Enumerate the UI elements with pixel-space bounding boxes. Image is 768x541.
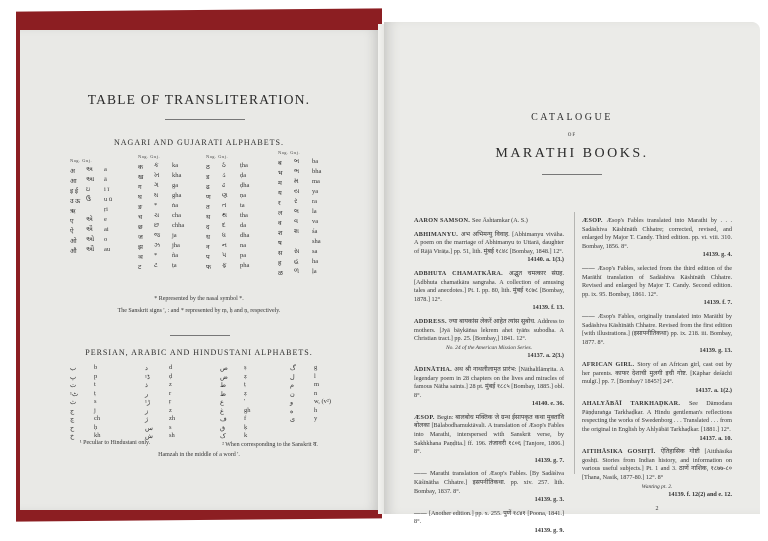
cell-guj: ડ xyxy=(222,172,226,179)
catalogue-entry xyxy=(414,470,564,504)
catalogue-column-right xyxy=(582,217,732,513)
cell-guj: એ xyxy=(86,216,93,223)
cell-lat: ka xyxy=(172,162,179,169)
cell-nag: ए xyxy=(70,218,74,225)
entry-description: ऐतिहासिक गोष्टी [Aitihāsika goshṭī. Stories from Indian history, and information on various useful subjects.] Pt. 1 and 3. ठाणें नाशिक, १८७७-८० [Thana, Nasik, 1877-80.] 12°. 8° xyxy=(582,448,732,482)
cell-arabic: چ xyxy=(70,416,75,423)
entry-shelfmark: 14139. g. 7. xyxy=(534,456,564,464)
cell-guj: ક xyxy=(154,162,159,169)
left-page xyxy=(20,30,378,510)
cell-latin: s xyxy=(94,398,97,405)
cell-nag: ग xyxy=(138,184,142,191)
cell-arabic: س xyxy=(145,424,153,432)
cell-nag: झ xyxy=(138,244,143,251)
cell-nag: ल xyxy=(278,210,283,217)
entry-heading: —— xyxy=(582,264,598,272)
cell-guj: અ xyxy=(86,166,93,173)
cell-nag: आ xyxy=(70,178,77,185)
catalogue-entry xyxy=(414,231,564,265)
entry-heading: —— xyxy=(414,470,431,478)
entry-shelfmark: 14140. a. 1(3.) xyxy=(527,256,564,264)
cell-nag: उ ऊ xyxy=(70,198,81,205)
cell-guj: પ xyxy=(222,252,227,259)
entry-shelfmark: 14139. f. 7. xyxy=(703,299,732,307)
cell-latin: zh xyxy=(169,415,176,422)
cell-guj: ઝ xyxy=(154,242,161,249)
cell-nag: ढ xyxy=(206,184,210,191)
cell-lat: o xyxy=(104,236,108,243)
entry-heading: AARON SAMSON. xyxy=(414,217,472,224)
column-header: Nag. Guj. xyxy=(70,158,93,163)
entry-shelfmark: 14137. a. 1(2.) xyxy=(695,386,732,394)
cell-latin: ẓ xyxy=(244,389,247,397)
entry-shelfmark: 14137. a. 10. xyxy=(699,434,732,442)
cell-guj: ધ xyxy=(222,232,226,239)
entry-heading: ABHIMANYU. xyxy=(414,230,461,238)
cell-nag: ओ xyxy=(70,238,77,245)
nagari-note-1: * Represented by the nasal symbol *. xyxy=(154,296,244,302)
cell-lat: sa xyxy=(312,248,318,255)
cell-latin: z xyxy=(169,406,172,414)
cell-latin: b xyxy=(94,364,98,371)
cell-nag: ध xyxy=(206,234,210,241)
cell-arabic: د xyxy=(145,365,148,372)
cell-nag: ष xyxy=(278,240,282,247)
entry-heading: —— xyxy=(582,312,598,320)
cell-lat: a xyxy=(104,166,107,173)
cell-latin: sh xyxy=(169,432,175,439)
cell-guj: ત xyxy=(222,202,227,209)
cell-nag: फ xyxy=(206,264,212,271)
cell-guj: જ xyxy=(154,232,161,239)
cell-arabic: ڑ¹ xyxy=(145,399,151,406)
cell-arabic: ٹ¹ xyxy=(70,390,79,398)
cell-lat: ha xyxy=(312,258,319,265)
cell-arabic: گ xyxy=(290,365,296,372)
catalogue-entry xyxy=(414,366,564,409)
cell-lat: la xyxy=(312,208,317,215)
cell-lat: ḍa xyxy=(240,172,247,179)
cell-lat: gha xyxy=(172,192,182,199)
cell-latin: p xyxy=(94,372,98,380)
cell-arabic: ع xyxy=(220,399,224,406)
cell-lat: ṭa xyxy=(172,262,177,269)
cell-arabic: پ xyxy=(70,373,77,381)
cell-latin: y xyxy=(314,415,318,422)
cell-guj: ખ xyxy=(154,172,160,179)
entry-shelfmark: 14139. f. 12(2) and e. 12. xyxy=(668,491,732,499)
entry-shelfmark: 14139. g. 9. xyxy=(534,527,564,534)
cell-guj: આ xyxy=(86,176,95,183)
cell-lat: ga xyxy=(172,182,179,189)
cell-lat: ṛi xyxy=(104,206,108,213)
cell-lat: ṇa xyxy=(240,192,247,199)
entry-description: अथ श्री नाथलीलामृत प्रारंभ: [Nāthalīlāmṛita. A legendary poem in 28 chapters on the lives and miracles of famous Nātha saints.] 28 pt. मुंबई १८८५ [Bombay, 1885.] obl. 8°. xyxy=(414,365,564,399)
cell-arabic: ث xyxy=(70,399,77,406)
cell-nag: क xyxy=(138,164,143,171)
cell-lat: ṅa xyxy=(172,202,179,209)
cell-guj: ણ xyxy=(222,192,228,199)
cell-nag: स xyxy=(278,250,283,257)
cell-nag: व xyxy=(278,220,282,227)
cell-lat: jha xyxy=(172,242,180,249)
cell-nag: य xyxy=(278,190,282,197)
cell-nag: छ xyxy=(138,224,143,231)
entry-heading: ADBHUTA CHAMATKĀRA. xyxy=(414,269,509,277)
cell-lat: ba xyxy=(312,158,319,165)
cell-latin: ṭ xyxy=(244,381,246,388)
catalogue-column-left xyxy=(414,217,564,541)
cell-nag: ठ xyxy=(206,164,210,171)
entry-heading: ĀDINĀTHA. xyxy=(414,365,455,373)
cell-arabic: ب xyxy=(70,365,77,372)
cell-arabic: ز xyxy=(145,407,149,415)
cell-latin: f xyxy=(244,415,247,422)
cell-lat: śa xyxy=(312,228,318,235)
entry-description: ज्या बायकांस लेकरें आहेत त्यांस सुबोध. Address to mothers. [Jyā bāykāṅsa lekrem ahet tyāṅs subodha. A Christian tract.] pp. 25. [Bombay,] 1841. 12°. xyxy=(414,317,564,343)
catalogue-entry xyxy=(582,313,732,356)
cell-lat: tha xyxy=(240,212,248,219)
cell-guj: ભ xyxy=(294,168,300,175)
catalogue-entry xyxy=(414,414,564,466)
cell-arabic: ژ xyxy=(145,416,149,423)
cell-lat: sha xyxy=(312,238,321,245)
cell-guj: ન xyxy=(222,242,227,249)
entry-heading: ÆSOP. xyxy=(582,217,607,224)
entry-description: Æsop's Fables, originally translated into Marāthī by Sadāshiva Kāshīnāth Chhatre. Revised from the first edition [with illustrations.] (इसापनीतिकथा) pp. ix. 218. iii. Bombay, 1877. 8°. xyxy=(582,312,732,346)
right-page xyxy=(384,22,760,534)
cell-lat: da xyxy=(240,222,247,229)
column-divider xyxy=(574,212,575,474)
cell-nag: ळ xyxy=(278,270,283,277)
cell-latin: ḍ xyxy=(169,372,173,380)
nagari-note-2: The Sanskrit signs ', : and * represented by ṃ, ḥ and ṇ, respectively. xyxy=(117,308,281,314)
cell-guj: * xyxy=(154,202,158,209)
title-rule xyxy=(542,174,602,175)
cell-guj: ર xyxy=(294,198,298,205)
cell-nag: ऐ xyxy=(70,228,74,235)
entry-heading: —— xyxy=(414,509,429,517)
cell-nag: औ xyxy=(70,248,77,255)
cell-arabic: ت xyxy=(70,382,77,389)
cell-arabic: ڈ¹ xyxy=(145,373,150,381)
entry-description: [Another edition.] pp. x. 255. पुणें १८४१ [Poona, 1841.] 8°. xyxy=(414,509,564,526)
cell-lat: pha xyxy=(240,262,250,269)
entry-shelfmark: 14139. f. 13. xyxy=(532,304,564,312)
cell-guj: લ xyxy=(294,208,299,215)
page-number: 2 xyxy=(655,505,659,512)
cell-guj: ટ xyxy=(154,262,158,269)
cell-arabic: غ xyxy=(220,407,224,415)
entry-heading: AITIHĀSIKA GOSHṬĪ. xyxy=(582,448,661,456)
cell-guj: વ xyxy=(294,218,299,225)
cell-lat: va xyxy=(312,218,319,225)
cell-latin: r xyxy=(169,389,172,397)
cell-lat: e xyxy=(104,216,107,223)
cell-latin: ch xyxy=(94,415,101,422)
nagari-heading: NAGARI AND GUJARATI ALPHABETS. xyxy=(113,138,284,147)
entry-shelfmark: 14139. g. 13. xyxy=(699,347,732,355)
column-header: Nag. Guj. xyxy=(206,154,229,159)
cell-latin: z xyxy=(169,381,172,388)
cell-guj: શ xyxy=(294,228,300,235)
entry-description: Begin: बालबोध मक्तिक जे ग्रन्थ ईसापकृत कथा मुक्तांवि बोलका [Bālabodhamuktāvali. A translation of Æsop's Fables into Marathi, interspersed with Sanskrit verse, by Sakhkhana Paṇḍita.] ff. 196. तंजावरी १८०६ [Tanjore, 1806.] 8°. xyxy=(414,413,565,456)
entry-shelfmark: 14137. a. 2(3.) xyxy=(527,352,564,360)
entry-heading: ADDRESS. xyxy=(414,317,449,325)
persian-note-1: ¹ Peculiar to Hindustani only. xyxy=(79,440,151,446)
cell-nag: न xyxy=(206,244,210,251)
cell-nag: ख xyxy=(138,174,144,181)
entry-description: Æsop's Fables, selected from the third edition of the Marāthī translation of Sadāshiva Kāshīnāth Chhatre. Revised and enlarged by Major T. Candy. Second edition. pp. ix. 95. Bombay, 1861. 12°. xyxy=(582,264,732,298)
cell-nag: भ xyxy=(278,170,283,177)
entry-description: Story of an African girl, cast out by her parents. काफर देशाची मुलगी इची गोष्ट. [Kāphar deśāchī mulgī.] pp. 7. [Bombay? 1845?] 24°. xyxy=(582,360,733,386)
cell-arabic: م xyxy=(290,382,295,389)
catalogue-entry xyxy=(582,448,732,500)
cell-nag: त xyxy=(206,204,210,211)
cell-guj: ગ xyxy=(154,182,159,189)
cell-lat: i ī xyxy=(104,186,110,193)
cell-lat: ḷa xyxy=(312,268,317,275)
cell-guj: ઔ xyxy=(86,246,95,253)
cell-lat: ña xyxy=(172,252,179,259)
cell-nag: ज xyxy=(138,234,143,241)
cell-lat: ja xyxy=(172,232,177,239)
cell-latin: n xyxy=(314,389,318,397)
cell-nag: ड xyxy=(206,174,210,181)
catalogue-entry xyxy=(582,217,732,260)
cell-arabic: ف xyxy=(220,416,227,423)
cell-guj: મ xyxy=(294,178,299,185)
entry-shelfmark: 14139. g. 3. xyxy=(534,496,564,504)
cell-guj: ઓ xyxy=(86,236,95,243)
cell-latin: w, (v²) xyxy=(314,398,332,405)
cell-arabic: ق xyxy=(220,424,226,432)
cell-lat: ṭha xyxy=(240,162,248,169)
cell-lat: ya xyxy=(312,188,319,195)
cell-lat: ḍha xyxy=(240,182,250,189)
entry-shelfmark: 14140. e. 36. xyxy=(531,400,564,408)
cell-lat: pa xyxy=(240,252,247,259)
entry-series-note: Wanting pt. 2. xyxy=(641,483,673,490)
cell-nag: ह xyxy=(278,260,282,267)
cell-guj: ઘ xyxy=(154,192,159,199)
cell-nag: घ xyxy=(138,194,142,201)
cell-latin: ' xyxy=(244,398,246,405)
cell-nag: प xyxy=(206,254,210,261)
cell-guj: થ xyxy=(222,212,227,219)
cell-lat: ta xyxy=(240,202,245,209)
cell-latin: h xyxy=(314,406,318,414)
cell-latin: d xyxy=(169,364,173,371)
cell-guj: ય xyxy=(294,188,300,195)
cell-nag: ब xyxy=(278,160,282,167)
page-title-transliteration: TABLE OF TRANSLITERATION. xyxy=(87,92,311,107)
cell-latin: ḥ xyxy=(94,423,98,431)
persian-note-2: ² When corresponding to the Sanskrit व. xyxy=(222,442,318,448)
cell-arabic: ر xyxy=(145,390,149,398)
cell-guj: ઇ xyxy=(86,186,91,193)
cell-nag: ऋ xyxy=(70,208,76,215)
cell-lat: ma xyxy=(312,178,320,185)
cell-latin: k xyxy=(244,432,248,439)
entry-heading: AFRICAN GIRL. xyxy=(582,360,638,368)
cell-lat: ai xyxy=(104,226,109,233)
section-rule xyxy=(170,335,230,336)
cell-guj: હ xyxy=(294,258,299,265)
cell-arabic: ظ xyxy=(220,390,227,398)
cell-latin: j xyxy=(94,406,96,414)
cell-guj: ચ xyxy=(154,212,160,219)
cell-nag: श xyxy=(278,230,283,237)
cell-lat: dha xyxy=(240,232,250,239)
entry-series-note: No. 24 of the American Mission Series. xyxy=(445,344,533,351)
cell-lat: ra xyxy=(312,198,318,205)
entry-shelfmark: 14139. g. 4. xyxy=(702,251,732,259)
cell-lat: u ū xyxy=(104,196,113,203)
cell-latin: t xyxy=(94,381,96,388)
cell-arabic: ط xyxy=(220,382,227,389)
entry-description: Æsop's Fables translated into Marathi by . . . Sadāshiva Kāshīnāth Chhatre; corrected, revised, and enlarged by Major T. Candy. Third edition. pp. vi. viii. 310. Bombay, 1856. 8°. xyxy=(582,217,733,250)
entry-heading: ÆSOP. xyxy=(414,413,437,421)
cell-lat: kha xyxy=(172,172,182,179)
cell-latin: l xyxy=(314,372,316,380)
cell-nag: अ xyxy=(70,168,75,175)
cell-lat: cha xyxy=(172,212,182,219)
cell-guj: બ xyxy=(294,158,300,165)
cell-arabic: ج xyxy=(70,407,75,415)
cell-latin: ṣ xyxy=(244,364,247,371)
cell-arabic: ش xyxy=(145,433,153,440)
cell-latin: kh xyxy=(94,432,101,439)
entry-description: अद्भुत चमत्कार संग्रह. [Adbhuta chamatkāra sangraha. A collection of amusing tales and anecdotes.] Pt. I. pp. 80, lith. मुंबई १८७८ [Bombay, 1878.] 12°. xyxy=(414,269,564,303)
cell-arabic: ص xyxy=(220,365,228,372)
cell-latin: ṭ xyxy=(94,389,96,397)
cell-guj: ઢ xyxy=(222,182,226,189)
cell-arabic: و xyxy=(290,399,294,406)
cell-arabic: ی xyxy=(290,416,296,423)
cell-lat: chha xyxy=(172,222,185,229)
cell-arabic: ک xyxy=(220,433,226,440)
column-header: Nag. Guj. xyxy=(278,150,301,155)
entry-description: See Āshtamkar (A. S.) xyxy=(472,217,528,224)
catalogue-entry xyxy=(414,270,564,313)
persian-note-3: Hamzah in the middle of a word '. xyxy=(158,452,240,458)
title-rule xyxy=(165,119,245,120)
cell-guj: ફ xyxy=(222,262,227,269)
entry-heading: AHALYĀBĀĪ TARKHAḌKAR. xyxy=(582,400,689,408)
cell-guj: ળ xyxy=(294,268,300,275)
cell-latin: ẓ xyxy=(244,372,247,380)
cell-lat: na xyxy=(240,242,247,249)
cell-guj: છ xyxy=(154,222,160,229)
cell-guj: સ xyxy=(294,248,300,255)
cell-nag: र xyxy=(278,200,281,207)
cell-nag: ट xyxy=(138,264,142,271)
catalogue-entry xyxy=(582,400,732,443)
catalogue-title: CATALOGUE xyxy=(531,112,613,123)
cell-nag: इ ई xyxy=(70,188,79,195)
cell-latin: s xyxy=(169,423,172,431)
cell-nag: ण xyxy=(206,194,211,201)
cell-arabic: ه xyxy=(290,407,294,415)
cell-nag: च xyxy=(138,214,143,221)
cell-latin: g xyxy=(314,364,318,371)
catalogue-entry xyxy=(414,217,564,226)
cell-latin: gh xyxy=(244,406,251,414)
catalogue-entry xyxy=(414,318,564,361)
cell-lat: ā xyxy=(104,176,107,183)
entry-description: See Dāmodara Pāṇḍuraṅga Tarkhaḍkar. A Hindu gentleman's reflections respecting the works of Swedenborg . . . Translated . . . from the original in English by Ahlyābāī Tarkhaḍkar. [1881.] 12°. xyxy=(582,400,733,434)
cell-nag: ञ xyxy=(138,254,143,261)
cell-latin: m xyxy=(314,381,320,388)
entry-description: अभ अभिमन्यु विवाह. [Abhimanyu vivāha. A poem on the marriage of Abhimanyu to Uttarā, daughter of Rājā Virāṭa.] pp. 51, lith. मुंबई १८४८ [Bombay, 1848.] 12°. xyxy=(414,230,564,255)
cell-guj: ઉ xyxy=(86,196,91,203)
cell-nag: थ xyxy=(206,214,211,221)
catalogue-subtitle: MARATHI BOOKS. xyxy=(495,146,649,161)
cell-guj: દ xyxy=(222,222,226,229)
cell-guj: ઠ xyxy=(222,162,226,169)
cell-lat: bha xyxy=(312,168,322,175)
column-header: Nag. Guj. xyxy=(138,154,161,159)
cell-nag: द xyxy=(206,224,210,231)
cell-arabic: ض xyxy=(220,373,228,381)
cell-arabic: ذ xyxy=(145,382,148,389)
cell-nag: ङ xyxy=(138,204,143,211)
persian-heading: PERSIAN, ARABIC AND HINDUSTANI ALPHABETS. xyxy=(85,348,313,357)
cell-latin: ṛ xyxy=(169,398,172,405)
cell-latin: ḳ xyxy=(244,423,248,431)
cell-arabic: ح xyxy=(70,424,75,432)
catalogue-entry xyxy=(414,510,564,536)
cell-lat: au xyxy=(104,246,111,253)
cell-arabic: خ xyxy=(70,433,75,440)
cell-nag: म xyxy=(278,180,282,187)
catalogue-entry xyxy=(582,361,732,395)
cell-arabic: ن xyxy=(290,390,295,398)
cell-guj: * xyxy=(154,252,158,259)
catalogue-of: OF xyxy=(567,133,577,138)
cell-guj: ઐ xyxy=(86,226,93,233)
catalogue-entry xyxy=(582,265,732,308)
entry-description: Marathi translation of Æsop's Fables. [By Sadāśiva Kāśīnātha Chhatre.] इसपनीतिकथा. pp. xiv. 257. lith. Bombay, 1837. 8°. xyxy=(414,470,564,495)
cell-arabic: ل xyxy=(290,373,295,381)
